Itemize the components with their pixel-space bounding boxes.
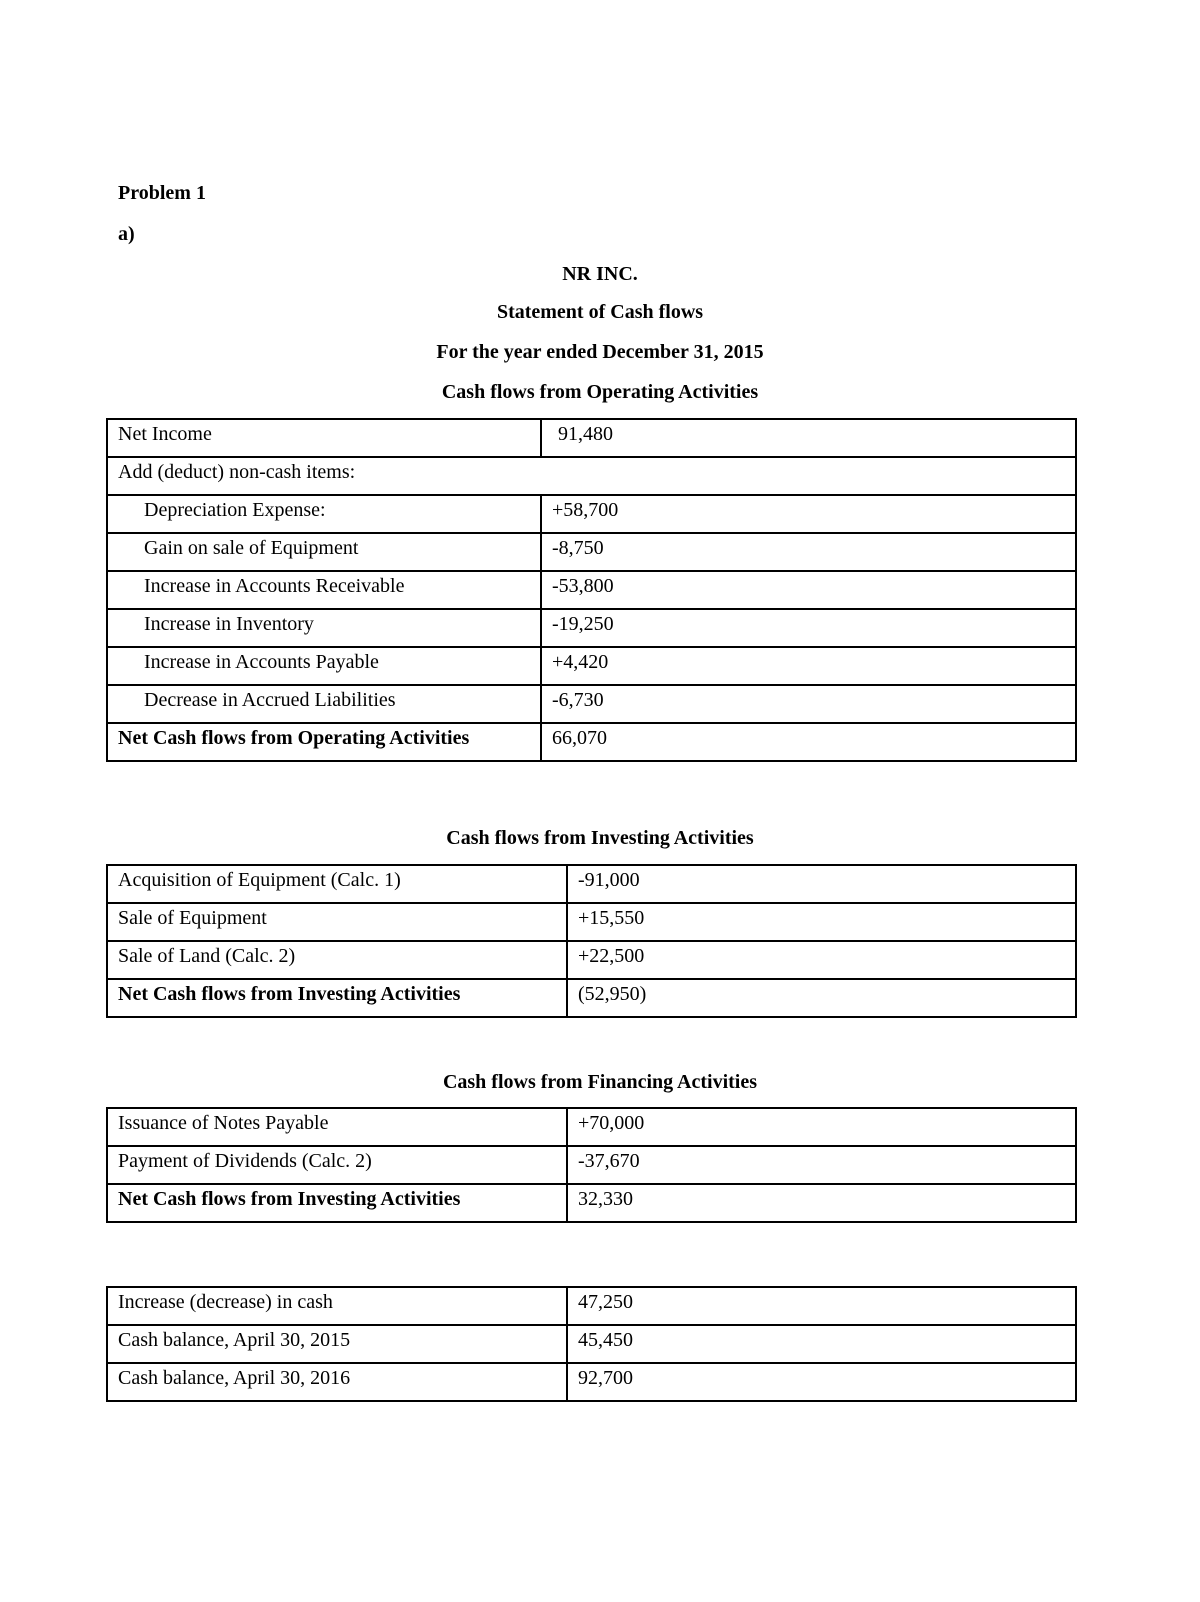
table-row — [107, 865, 1076, 903]
total-value: 66,070 — [541, 723, 1076, 761]
row-value: +70,000 — [567, 1108, 1076, 1146]
table-row — [107, 941, 1076, 979]
row-label: Increase in Accounts Payable — [107, 647, 541, 685]
row-value: 91,480 — [541, 419, 1076, 457]
row-label: Sale of Land (Calc. 2) — [107, 941, 567, 979]
row-value: 45,450 — [567, 1325, 1076, 1363]
table-row — [107, 1325, 1076, 1363]
row-label: Depreciation Expense: — [107, 495, 541, 533]
row-label: Increase in Accounts Receivable — [107, 571, 541, 609]
total-label: Net Cash flows from Investing Activities — [107, 1184, 567, 1222]
operating-table — [106, 418, 1077, 762]
row-value: -19,250 — [541, 609, 1076, 647]
company-name: NR INC. — [562, 263, 638, 285]
table-row — [107, 685, 1076, 723]
total-value: 32,330 — [567, 1184, 1076, 1222]
row-value: +58,700 — [541, 495, 1076, 533]
row-value: -8,750 — [541, 533, 1076, 571]
statement-period: For the year ended December 31, 2015 — [436, 341, 764, 363]
total-value: (52,950) — [567, 979, 1076, 1017]
investing-heading: Cash flows from Investing Activities — [446, 827, 754, 849]
summary-table — [106, 1286, 1077, 1402]
row-label: Acquisition of Equipment (Calc. 1) — [107, 865, 567, 903]
table-row — [107, 647, 1076, 685]
row-label: Increase in Inventory — [107, 609, 541, 647]
statement-title: Statement of Cash flows — [496, 301, 704, 323]
financing-heading: Cash flows from Financing Activities — [442, 1071, 758, 1093]
row-value: 47,250 — [567, 1287, 1076, 1325]
financing-table — [106, 1107, 1077, 1223]
row-label: Cash balance, April 30, 2015 — [107, 1325, 567, 1363]
row-value: +4,420 — [541, 647, 1076, 685]
investing-table — [106, 864, 1077, 1018]
row-label: Sale of Equipment — [107, 903, 567, 941]
adjust-label: Add (deduct) non-cash items: — [107, 457, 1076, 495]
table-row — [107, 457, 1076, 495]
table-row — [107, 1108, 1076, 1146]
problem-label: Problem 1 — [118, 182, 206, 204]
row-value: +15,550 — [567, 903, 1076, 941]
row-label: Gain on sale of Equipment — [107, 533, 541, 571]
table-row — [107, 609, 1076, 647]
total-label: Net Cash flows from Investing Activities — [107, 979, 567, 1017]
row-value: -53,800 — [541, 571, 1076, 609]
row-value: +22,500 — [567, 941, 1076, 979]
total-row — [107, 723, 1076, 761]
total-row — [107, 979, 1076, 1017]
table-row — [107, 1287, 1076, 1325]
table-row — [107, 1363, 1076, 1401]
row-value: -6,730 — [541, 685, 1076, 723]
row-label: Payment of Dividends (Calc. 2) — [107, 1146, 567, 1184]
total-label: Net Cash flows from Operating Activities — [107, 723, 541, 761]
table-row — [107, 571, 1076, 609]
table-row — [107, 903, 1076, 941]
row-label: Decrease in Accrued Liabilities — [107, 685, 541, 723]
table-row — [107, 1146, 1076, 1184]
table-row — [107, 495, 1076, 533]
table-row — [107, 533, 1076, 571]
total-row — [107, 1184, 1076, 1222]
row-value: -37,670 — [567, 1146, 1076, 1184]
table-row — [107, 419, 1076, 457]
row-label: Increase (decrease) in cash — [107, 1287, 567, 1325]
row-value: -91,000 — [567, 865, 1076, 903]
row-label: Net Income — [107, 419, 541, 457]
row-label: Issuance of Notes Payable — [107, 1108, 567, 1146]
row-value: 92,700 — [567, 1363, 1076, 1401]
row-label: Cash balance, April 30, 2016 — [107, 1363, 567, 1401]
part-label: a) — [118, 223, 135, 245]
operating-heading: Cash flows from Operating Activities — [441, 381, 759, 403]
